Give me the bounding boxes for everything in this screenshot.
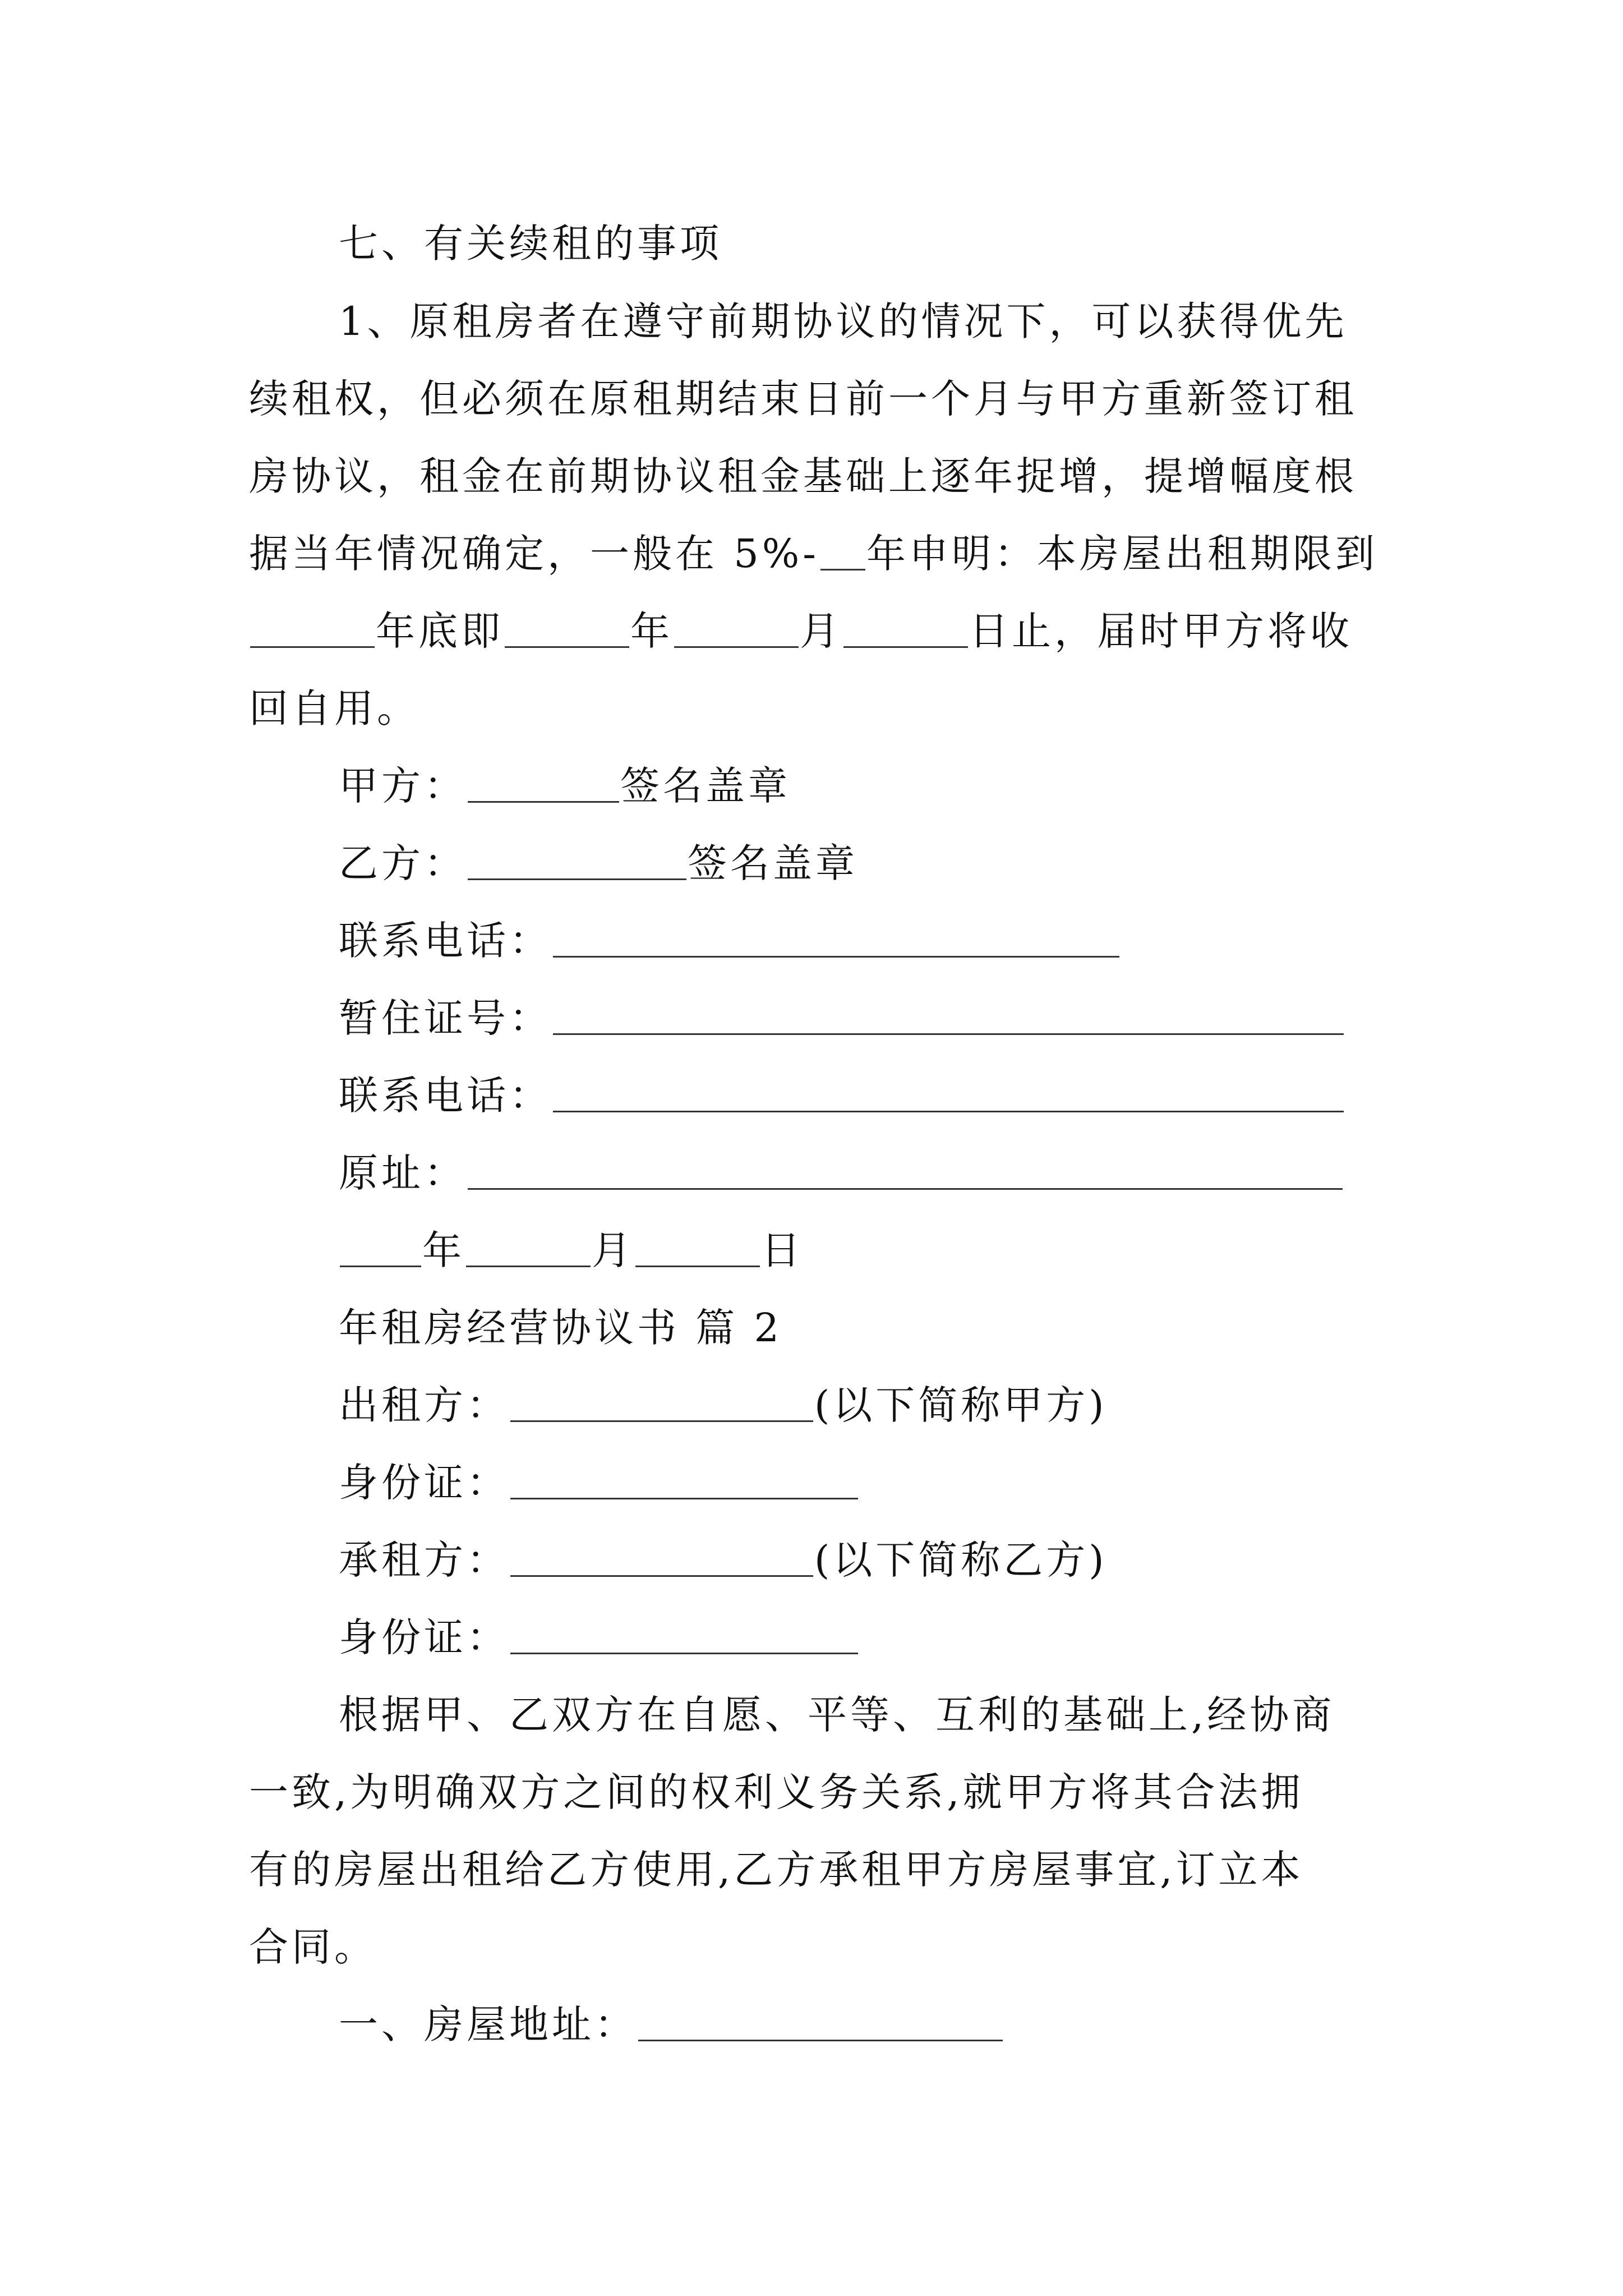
renewal-line-5-part-d: 日止，届时甲方将收 <box>969 608 1353 654</box>
lessee-id-label: 身份证： <box>339 1614 509 1660</box>
temp-id-blank <box>553 994 1344 1035</box>
phone-line-2 <box>339 1056 1387 1135</box>
lessee-id-line <box>339 1598 1387 1677</box>
renewal-text-line-3: 房协议，租金在前期协议租金基础上逐年捉增，提增幅度根 <box>249 453 1357 499</box>
party-a-label: 甲方： <box>339 763 467 809</box>
agreement-text-line-2: 一致,为明确双方之间的权利义务关系,就甲方将其合法拥 <box>249 1769 1304 1815</box>
lessor-line <box>339 1366 1387 1444</box>
lessor-id-blank <box>510 1458 858 1499</box>
agreement-text-line-1: 根据甲、乙双方在自愿、平等、互利的基础上,经协商 <box>339 1692 1335 1738</box>
temp-id-label: 暂住证号： <box>339 995 552 1041</box>
renewal-line-5-part-c: 月 <box>800 608 842 654</box>
lessor-id-line <box>339 1443 1387 1522</box>
month-blank <box>674 607 799 648</box>
lessor-suffix: (以下简称甲方) <box>814 1382 1108 1428</box>
lessee-id-blank <box>510 1613 858 1654</box>
renewal-text-line-6: 回自用。 <box>249 685 419 731</box>
address-label: 原址： <box>339 1150 467 1196</box>
address-line <box>339 1134 1387 1212</box>
year-blank <box>505 607 629 648</box>
house-address-line <box>339 1985 1387 2064</box>
lessee-label: 承租方： <box>339 1537 509 1583</box>
date-month-blank <box>466 1226 591 1267</box>
phone-label: 联系电话： <box>339 918 552 964</box>
house-address-blank <box>638 2000 1003 2041</box>
section-heading-renewal: 七、有关续租的事项 <box>339 220 722 266</box>
end-year-blank <box>250 607 375 648</box>
renewal-text-line-2: 续租权，但必须在原租期结束日前一个月与甲方重新签订租 <box>249 376 1357 422</box>
phone-label-2: 联系电话： <box>339 1073 552 1119</box>
agreement-text-line-4: 合同。 <box>249 1924 377 1970</box>
lessor-blank <box>510 1381 813 1422</box>
phone-blank-2 <box>553 1071 1344 1112</box>
party-b-label: 乙方： <box>339 840 467 886</box>
lessor-label: 出租方： <box>339 1382 509 1428</box>
party-b-blank <box>468 839 686 880</box>
temp-id-line <box>339 979 1387 1057</box>
lessee-suffix: (以下简称乙方) <box>814 1537 1108 1583</box>
renewal-line-5-part-b: 年 <box>630 608 673 654</box>
renewal-line-4-part-a: 据当年情况确定，一般在 5%- <box>249 531 819 577</box>
renewal-text-line-4 <box>249 514 1387 593</box>
day-blank <box>843 607 968 648</box>
phone-line <box>339 901 1387 980</box>
house-address-label: 一、房屋地址： <box>339 2001 637 2047</box>
renewal-text-line-1: 1、原租房者在遵守前期协议的情况下，可以获得优先 <box>339 298 1348 344</box>
agreement-text-line-3: 有的房屋出租给乙方使用,乙方承租甲方房屋事宜,订立本 <box>249 1847 1304 1893</box>
date-line <box>339 1211 1387 1290</box>
phone-blank <box>553 917 1119 958</box>
party-a-suffix: 签名盖章 <box>620 763 791 809</box>
section-2-title: 年租房经营协议书 篇 2 <box>339 1305 783 1351</box>
party-a-signature-line <box>339 747 1387 825</box>
date-day-label: 日 <box>761 1227 804 1273</box>
date-day-blank <box>635 1226 760 1267</box>
percent-blank <box>820 530 865 570</box>
party-b-suffix: 签名盖章 <box>688 840 858 886</box>
party-a-blank <box>468 762 619 803</box>
date-year-label: 年 <box>422 1227 465 1273</box>
renewal-line-5-part-a: 年底即 <box>376 608 504 654</box>
renewal-line-4-part-b: 年申明：本房屋出租期限到 <box>866 531 1378 577</box>
lessee-blank <box>510 1536 813 1577</box>
lessee-line <box>339 1521 1387 1599</box>
date-month-label: 月 <box>592 1227 634 1273</box>
party-b-signature-line <box>339 824 1387 903</box>
date-year-blank <box>340 1226 421 1267</box>
address-blank <box>468 1149 1343 1190</box>
renewal-text-line-5 <box>249 592 1387 670</box>
lessor-id-label: 身份证： <box>339 1460 509 1506</box>
